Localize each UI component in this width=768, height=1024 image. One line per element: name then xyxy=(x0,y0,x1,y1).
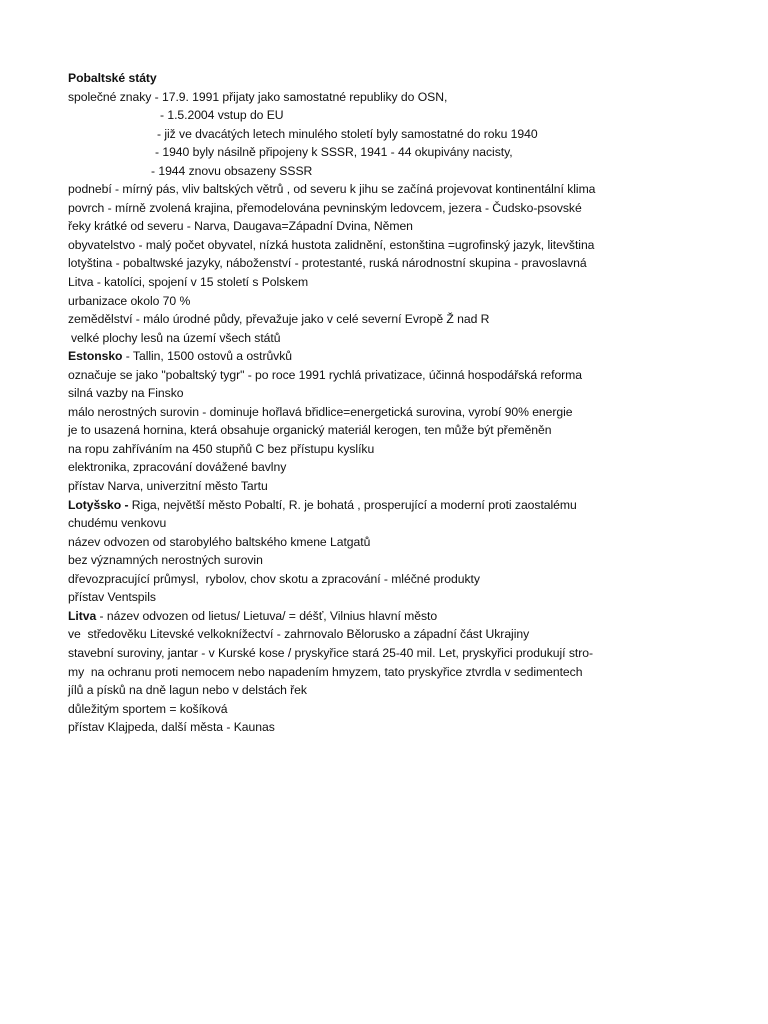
text-line xyxy=(68,570,728,589)
text-line xyxy=(68,681,728,700)
line-text: je to usazená hornina, která obsahuje organický materiál kerogen, ten může být přeměněn xyxy=(68,423,552,438)
line-text: Litva - katolíci, spojení v 15 století s Polskem xyxy=(68,275,309,290)
line-text: lotyština - pobaltwské jazyky, náboženství - protestanté, ruská národnostní skupina - pravoslavná xyxy=(68,256,587,271)
line-text: velké plochy lesů na území všech států xyxy=(71,330,281,345)
text-line xyxy=(68,514,728,533)
text-line xyxy=(68,347,728,366)
line-text: - 1940 byly násilně připojeny k SSSR, 1941 - 44 okupivány nacisty, xyxy=(155,145,513,160)
line-text: - 1944 znovu obsazeny SSSR xyxy=(151,163,313,178)
text-line xyxy=(68,366,728,385)
line-text: řeky krátké od severu - Narva, Daugava=Západní Dvina, Němen xyxy=(68,219,413,234)
text-line xyxy=(68,384,728,403)
text-line xyxy=(68,533,728,552)
line-text: chudému venkovu xyxy=(68,516,167,531)
text-line xyxy=(68,125,728,144)
line-text: urbanizace okolo 70 % xyxy=(68,293,191,308)
text-line xyxy=(68,458,728,477)
line-text: bez významných nerostných surovin xyxy=(68,553,263,568)
line-text: elektronika, zpracování dovážené bavlny xyxy=(68,460,287,475)
text-line xyxy=(68,607,728,626)
line-text: společné znaky - 17.9. 1991 přijaty jako samostatné republiky do OSN, xyxy=(68,89,448,104)
text-line xyxy=(68,551,728,570)
text-line xyxy=(68,143,728,162)
document-title xyxy=(68,69,728,88)
text-line xyxy=(68,180,728,199)
text-line xyxy=(68,440,728,459)
text-line xyxy=(68,329,728,348)
line-text: obyvatelstvo - malý počet obyvatel, nízká hustota zalidnění, estonština =ugrofinský jazyk, litevština xyxy=(68,237,595,252)
document-body xyxy=(68,69,728,737)
text-line xyxy=(68,310,728,329)
line-text: zemědělství - málo úrodné půdy, převažuje jako v celé severní Evropě Ž nad R xyxy=(68,312,490,327)
line-text: silná vazby na Finsko xyxy=(68,386,184,401)
text-line xyxy=(68,421,728,440)
bold-heading: Estonsko xyxy=(68,349,123,364)
line-text: málo nerostných surovin - dominuje hořlavá břidlice=energetická surovina, vyrobí 90% energie xyxy=(68,404,573,419)
line-text: označuje se jako "pobaltský tygr" - po roce 1991 rychlá privatizace, účinná hospodářská reforma xyxy=(68,367,583,382)
text-line xyxy=(68,718,728,737)
line-text: povrch - mírně zvolená krajina, přemodelována pevninským ledovcem, jezera - Čudsko-psovské xyxy=(68,200,582,215)
text-line xyxy=(68,663,728,682)
text-line xyxy=(68,199,728,218)
line-text: stavební suroviny, jantar - v Kurské kose / pryskyřice stará 25-40 mil. Let, pryskyřici produkují stro- xyxy=(68,645,593,660)
text-line xyxy=(68,273,728,292)
line-text: název odvozen od starobylého baltského kmene Latgatů xyxy=(68,534,371,549)
text-line xyxy=(68,496,728,515)
text-line xyxy=(68,162,728,181)
text-line xyxy=(68,217,728,236)
line-text: přístav Klajpeda, další města - Kaunas xyxy=(68,720,275,735)
text-line xyxy=(68,403,728,422)
bold-heading: Lotyšsko - xyxy=(68,497,129,512)
text-line xyxy=(68,106,728,125)
bold-heading: Litva xyxy=(68,608,97,623)
text-line xyxy=(68,588,728,607)
text-line xyxy=(68,292,728,311)
line-text: - již ve dvacátých letech minulého století byly samostatné do roku 1940 xyxy=(157,126,538,141)
line-text: podnebí - mírný pás, vliv baltských větrů , od severu k jihu se začíná projevovat kontinentální klima xyxy=(68,182,596,197)
line-text: přístav Narva, univerzitní město Tartu xyxy=(68,479,268,494)
line-text: dřevozpracující průmysl, rybolov, chov skotu a zpracování - mléčné produkty xyxy=(68,571,480,586)
line-text: přístav Ventspils xyxy=(68,590,156,605)
line-text: - 1.5.2004 vstup do EU xyxy=(160,108,284,123)
line-text: Riga, největší město Pobaltí, R. je bohatá , prosperující a moderní proti zaostalému xyxy=(128,497,577,512)
text-line xyxy=(68,236,728,255)
text-line xyxy=(68,254,728,273)
line-text: důležitým sportem = košíková xyxy=(68,701,228,716)
bold-heading: Pobaltské státy xyxy=(68,71,157,85)
line-text: na ropu zahříváním na 450 stupňů C bez přístupu kyslíku xyxy=(68,441,375,456)
text-line xyxy=(68,88,728,107)
text-line xyxy=(68,700,728,719)
line-text: - Tallin, 1500 ostovů a ostrůvků xyxy=(122,349,292,364)
line-text: my na ochranu proti nemocem nebo napadením hmyzem, tato pryskyřice ztvrdla v sedimentech xyxy=(68,664,583,679)
text-line xyxy=(68,477,728,496)
line-text: ve středověku Litevské velkoknížectví - zahrnovalo Bělorusko a západní část Ukrajiny xyxy=(68,627,530,642)
line-text: jílů a písků na dně lagun nebo v delstách řek xyxy=(68,683,307,698)
line-text: - název odvozen od lietus/ Lietuva/ = déšť, Vilnius hlavní město xyxy=(96,608,438,623)
text-line xyxy=(68,644,728,663)
text-line xyxy=(68,625,728,644)
